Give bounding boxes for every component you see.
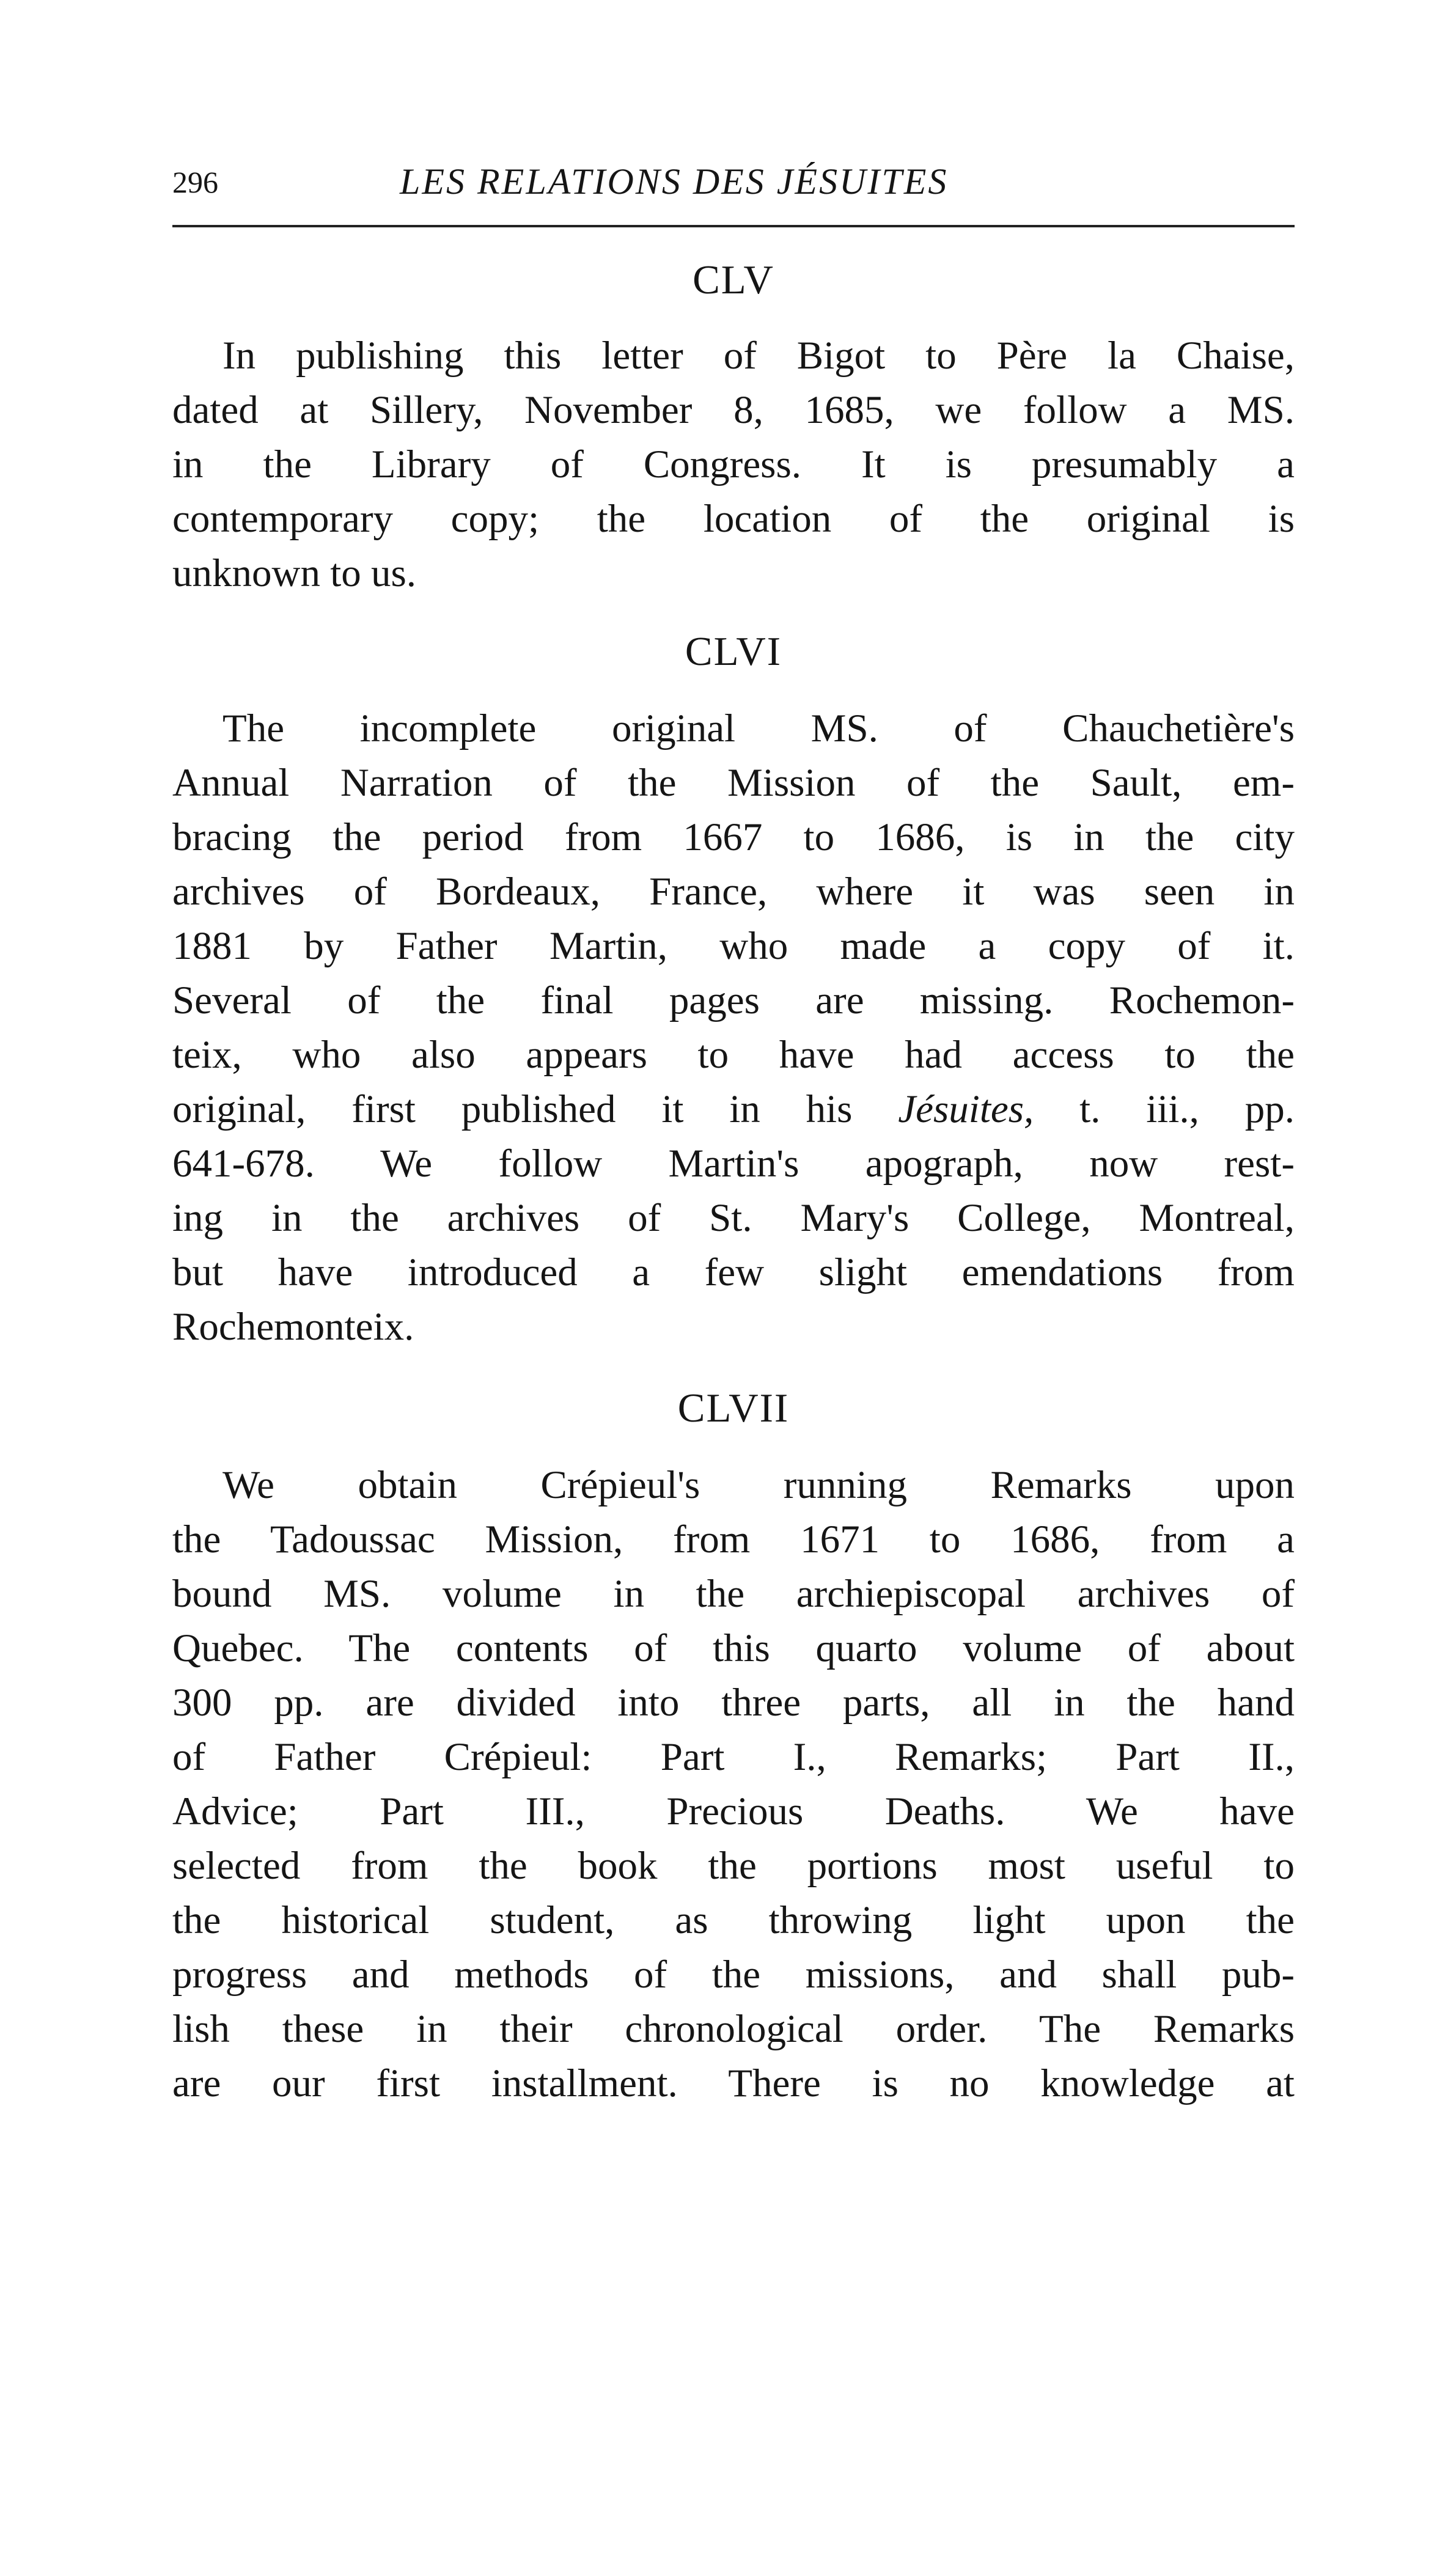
text-line: archives of Bordeaux, France, where it was seen in <box>172 870 1295 914</box>
text-line: 1881 by Father Martin, who made a copy of it. <box>172 924 1295 968</box>
text-line: of Father Crépieul: Part I., Remarks; Part II., <box>172 1735 1295 1779</box>
text-line: but have introduced a few slight emendations from <box>172 1250 1295 1294</box>
text-line: in the Library of Congress. It is presumably a <box>172 442 1295 486</box>
text-line: lish these in their chronological order. The Remarks <box>172 2007 1295 2051</box>
text-line: bound MS. volume in the archiepiscopal archives of <box>172 1572 1295 1616</box>
text-line: The incomplete original MS. of Chauchetière's <box>222 706 1295 750</box>
text-line: the historical student, as throwing light upon the <box>172 1898 1295 1942</box>
text-line: Rochemonteix. <box>172 1305 414 1349</box>
text-line <box>172 1082 1295 1137</box>
running-title: LES RELATIONS DES JÉSUITES <box>400 161 949 202</box>
section-heading-clvi: CLVI <box>685 629 782 674</box>
paragraph-clvii <box>172 1458 1295 2111</box>
section-heading-clvii: CLVII <box>677 1385 790 1431</box>
paragraph-clvi <box>172 702 1295 1354</box>
text-line: Quebec. The contents of this quarto volume of about <box>172 1626 1295 1670</box>
text-line: Advice; Part III., Precious Deaths. We have <box>172 1789 1295 1833</box>
text-line: unknown to us. <box>172 551 417 595</box>
text-line: selected from the book the portions most useful to <box>172 1844 1295 1888</box>
text-line: We obtain Crépieul's running Remarks upon <box>222 1463 1295 1507</box>
text-line: ing in the archives of St. Mary's College, Montreal, <box>172 1196 1295 1240</box>
paragraph-clv <box>172 329 1295 601</box>
text-segment: original, first published it in his <box>172 1087 899 1131</box>
text-line: In publishing this letter of Bigot to Père la Chaise, <box>222 334 1295 378</box>
text-line: teix, who also appears to have had access to the <box>172 1033 1295 1077</box>
header-rule <box>172 225 1295 227</box>
text-line: Several of the final pages are missing. Rochemon- <box>172 978 1295 1022</box>
text-line: are our first installment. There is no knowledge at <box>172 2061 1295 2105</box>
text-line: dated at Sillery, November 8, 1685, we follow a MS. <box>172 388 1295 432</box>
section-heading-clv: CLV <box>693 257 774 303</box>
book-title-italic: Jésuites, <box>898 1087 1034 1131</box>
text-line: the Tadoussac Mission, from 1671 to 1686, from a <box>172 1517 1295 1561</box>
text-line: progress and methods of the missions, and shall pub- <box>172 1953 1295 1997</box>
text-line: contemporary copy; the location of the original is <box>172 497 1295 541</box>
text-line: bracing the period from 1667 to 1686, is in the city <box>172 815 1295 859</box>
running-head <box>172 160 1295 209</box>
text-segment: t. iii., pp. <box>1034 1087 1295 1131</box>
text-line: 641-678. We follow Martin's apograph, now rest- <box>172 1142 1295 1186</box>
page-number: 296 <box>172 165 218 199</box>
text-line: Annual Narration of the Mission of the Sault, em- <box>172 761 1295 805</box>
text-line: 300 pp. are divided into three parts, all in the hand <box>172 1681 1295 1725</box>
